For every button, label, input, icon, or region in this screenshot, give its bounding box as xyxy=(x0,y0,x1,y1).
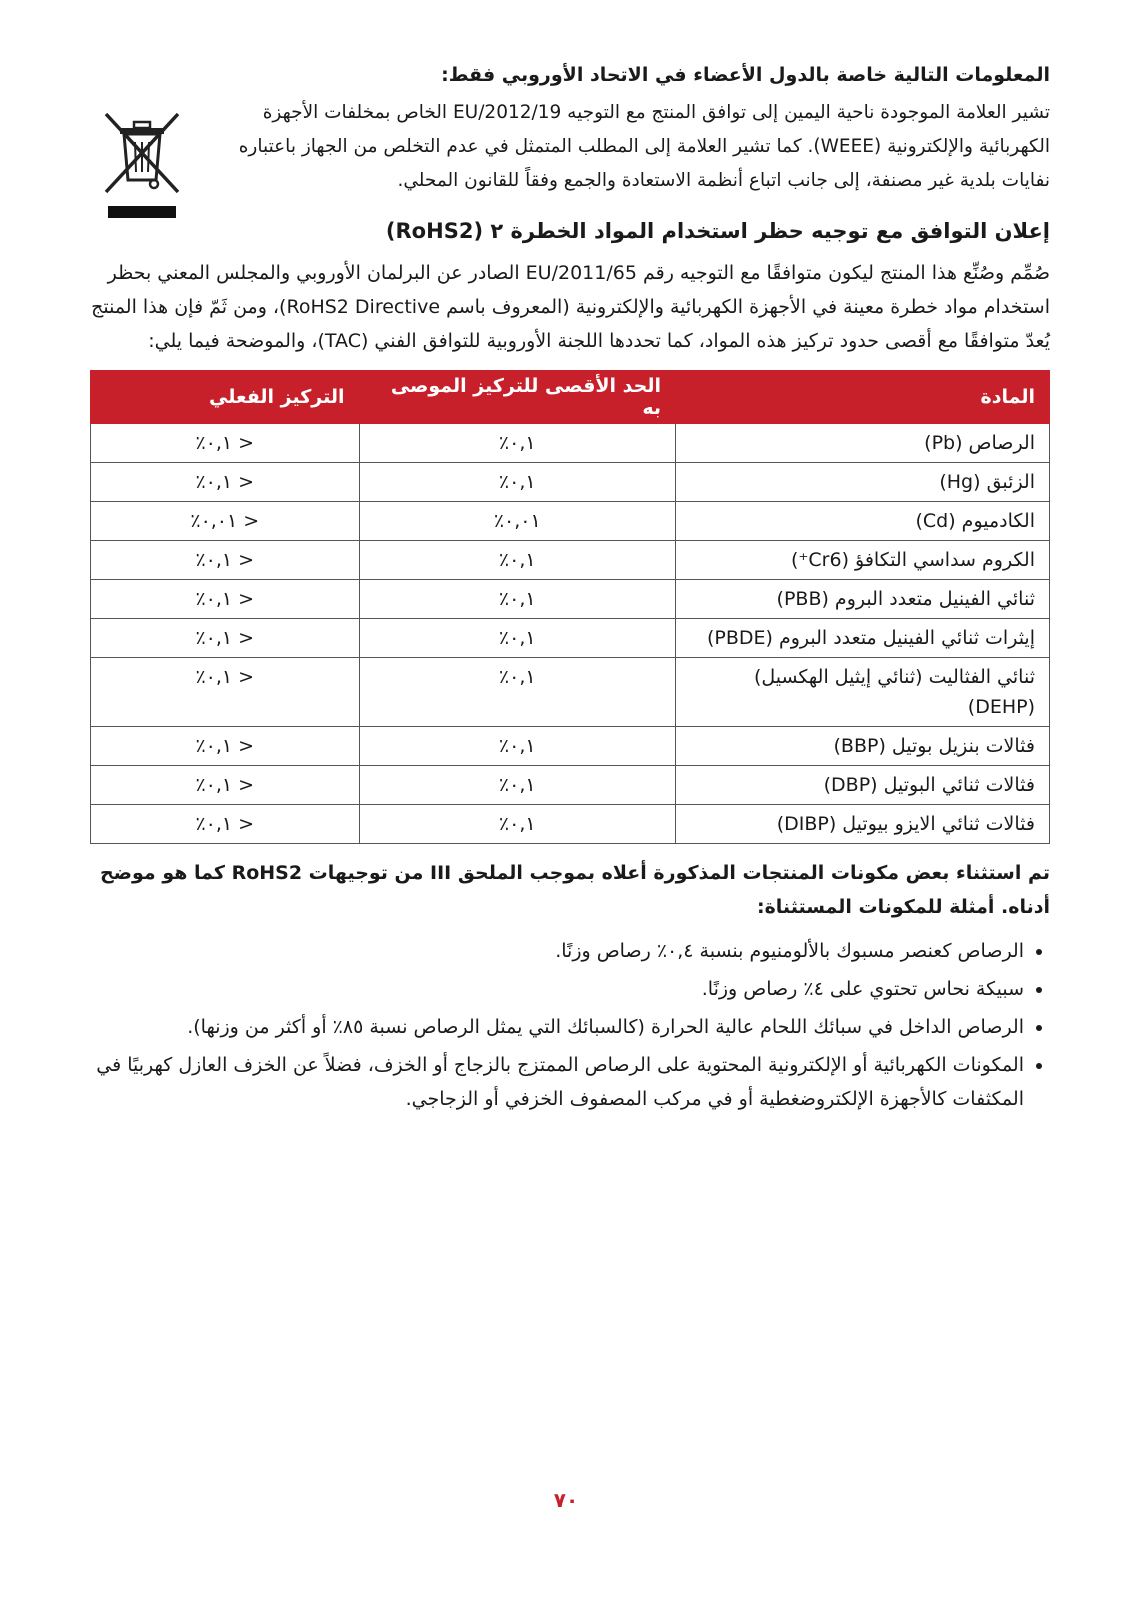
table-row xyxy=(91,658,1050,727)
table-row xyxy=(91,502,1050,541)
material-cell: فثالات ثنائي الايزو بيوتيل (DIBP) xyxy=(676,805,1050,844)
list-item: • سبيكة نحاس تحتوي على ٤٪ رصاص وزنًا. xyxy=(90,972,1024,1006)
material-cell: الكروم سداسي التكافؤ (Cr6⁺) xyxy=(676,541,1050,580)
actual-cell: < ٠,١٪ xyxy=(91,619,360,658)
actual-cell: < ٠,١٪ xyxy=(91,580,360,619)
material-cell: فثالات بنزيل بوتيل (BBP) xyxy=(676,727,1050,766)
material-cell: الكادميوم (Cd) xyxy=(676,502,1050,541)
max-cell: ٠,١٪ xyxy=(359,658,675,727)
actual-cell: < ٠,١٪ xyxy=(91,463,360,502)
table-row xyxy=(91,766,1050,805)
actual-cell: < ٠,٠١٪ xyxy=(91,502,360,541)
max-cell: ٠,١٪ xyxy=(359,463,675,502)
material-cell: الزئبق (Hg) xyxy=(676,463,1050,502)
max-cell: ٠,١٪ xyxy=(359,727,675,766)
weee-title: المعلومات التالية خاصة بالدول الأعضاء في الاتحاد الأوروبي فقط: xyxy=(441,64,1050,86)
list-item: • الرصاص كعنصر مسبوك بالألومنيوم بنسبة ٠,٤٪ رصاص وزنًا. xyxy=(90,934,1024,968)
max-cell: ٠,١٪ xyxy=(359,541,675,580)
actual-cell: < ٠,١٪ xyxy=(91,424,360,463)
max-cell: ٠,١٪ xyxy=(359,580,675,619)
list-item: • الرصاص الداخل في سبائك اللحام عالية الحرارة (كالسبائك التي يمثل الرصاص نسبة ٨٥٪ أو أكثر من وزنها). xyxy=(90,1010,1024,1044)
material-cell: إيثرات ثنائي الفينيل متعدد البروم (PBDE) xyxy=(676,619,1050,658)
header-material: المادة xyxy=(676,371,1050,424)
actual-cell: < ٠,١٪ xyxy=(91,766,360,805)
max-cell: ٠,١٪ xyxy=(359,424,675,463)
material-cell: ثنائي الفينيل متعدد البروم (PBB) xyxy=(676,580,1050,619)
max-cell: ٠,٠١٪ xyxy=(359,502,675,541)
weee-body: تشير العلامة الموجودة ناحية اليمين إلى توافق المنتج مع التوجيه 2012/19/EU الخاص بمخلفات الأجهزة الكهربائية والإلكترونية (WEEE). كما تشير العلامة إلى المطلب المتمثل في عدم التخلص من الجهاز باعتباره نفايات بلدية غير مصنفة، إلى جانب اتباع أنظمة الاستعادة والجمع وفقاً للقانون المحلي. xyxy=(238,102,1050,191)
actual-cell: < ٠,١٪ xyxy=(91,727,360,766)
actual-cell: < ٠,١٪ xyxy=(91,658,360,727)
weee-section xyxy=(90,60,1050,198)
exemptions-list xyxy=(90,934,1050,1116)
material-cell: ثنائي الفثاليت (ثنائي إيثيل الهكسيل) (DEHP) xyxy=(676,658,1050,727)
actual-cell: < ٠,١٪ xyxy=(91,805,360,844)
table-row xyxy=(91,541,1050,580)
material-cell: فثالات ثنائي البوتيل (DBP) xyxy=(676,766,1050,805)
page-number: ٧٠ xyxy=(553,1488,579,1512)
max-cell: ٠,١٪ xyxy=(359,619,675,658)
table-row xyxy=(91,580,1050,619)
max-cell: ٠,١٪ xyxy=(359,766,675,805)
header-max-concentration: الحد الأقصى للتركيز الموصى به xyxy=(359,371,675,424)
list-item: • المكونات الكهربائية أو الإلكترونية المحتوية على الرصاص الممتزج بالزجاج أو الخزف، فضلاً عن الخزف العازل كهربيًا في المكثفات كالأجهزة الإلكتروضغطية أو في مركب المصفوف الخزفي أو الزجاجي. xyxy=(90,1048,1024,1116)
substances-table xyxy=(90,370,1050,844)
crossed-out-wheelie-bin-icon xyxy=(100,104,184,224)
exemptions-heading: تم استثناء بعض مكونات المنتجات المذكورة أعلاه بموجب الملحق III من توجيهات RoHS2 كما هو موضح أدناه. أمثلة للمكونات المستثناة: xyxy=(99,862,1050,918)
material-cell: الرصاص (Pb) xyxy=(676,424,1050,463)
table-row xyxy=(91,463,1050,502)
table-row xyxy=(91,424,1050,463)
table-row xyxy=(91,727,1050,766)
max-cell: ٠,١٪ xyxy=(359,805,675,844)
header-actual-concentration: التركيز الفعلي xyxy=(91,371,360,424)
table-header-row xyxy=(91,371,1050,424)
table-row xyxy=(91,619,1050,658)
rohs-intro: صُمِّم وصُنِّع هذا المنتج ليكون متوافقًا مع التوجيه رقم 2011/65/EU الصادر عن البرلمان الأوروبي والمجلس المعني بحظر استخدام مواد خطرة معينة في الأجهزة الكهربائية والإلكترونية (المعروف باسم RoHS2 Directive)، ومن ثَمّ فإن هذا المنتج يُعدّ متوافقًا مع أقصى حدود تركيز هذه المواد، كما تحددها اللجنة الأوروبية للتوافق الفني (TAC)، والموضحة فيما يلي: xyxy=(91,262,1050,352)
page-content xyxy=(90,60,1050,1120)
actual-cell: < ٠,١٪ xyxy=(91,541,360,580)
table-row xyxy=(91,805,1050,844)
rohs-title: إعلان التوافق مع توجيه حظر استخدام المواد الخطرة ٢ (RoHS2) xyxy=(385,219,1050,243)
